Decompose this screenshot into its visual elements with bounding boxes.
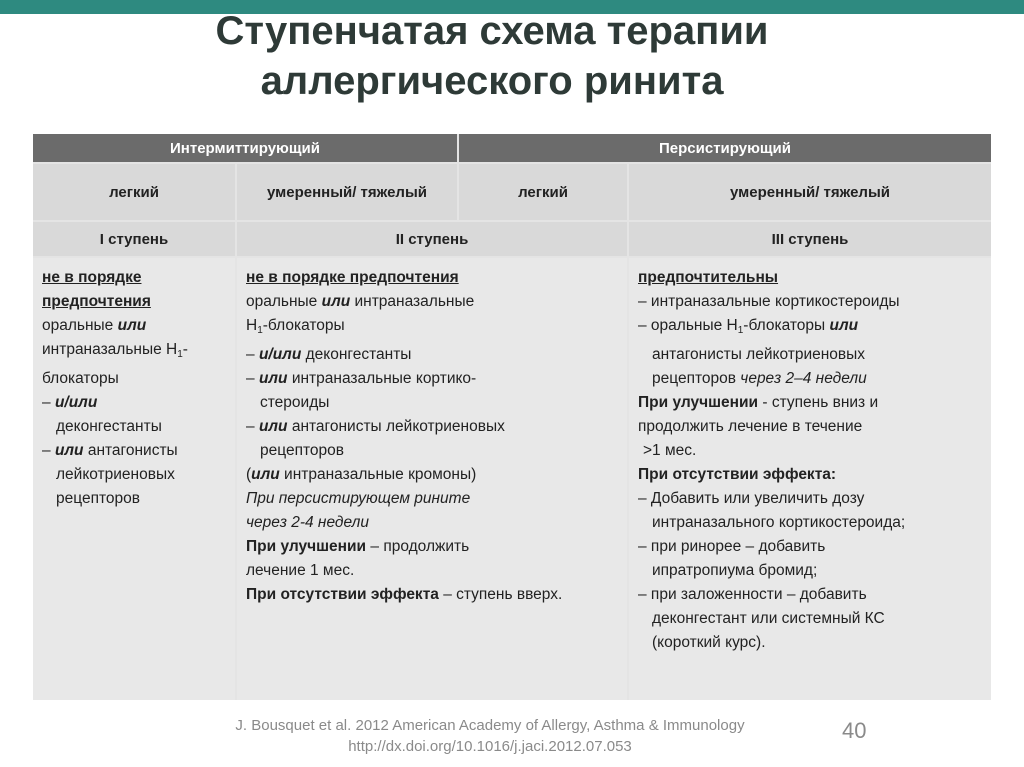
c1-text: рецепторов <box>56 490 140 507</box>
step-1-content <box>33 258 235 700</box>
c2-dash: – <box>246 370 259 387</box>
severity-intermittent-severe: умеренный/ тяжелый <box>237 164 457 220</box>
c2-text: – продолжить <box>366 538 470 555</box>
c2-text: рецепторов <box>260 442 344 459</box>
c3-heading: предпочтительны <box>638 269 779 286</box>
c2-or: или <box>258 418 288 435</box>
c3-text: антагонисты лейкотриеновых <box>652 346 866 363</box>
step-2-content <box>237 258 627 700</box>
c3-text: (короткий курс). <box>652 634 766 651</box>
c2-no-effect-label: При отсутствии эффекта <box>246 586 439 603</box>
c2-dash: – <box>246 346 259 363</box>
c1-text: антагонисты <box>83 442 178 459</box>
c1-text: блокаторы <box>42 370 119 387</box>
citation-doi[interactable]: http://dx.doi.org/10.1016/j.jaci.2012.07.053 <box>348 738 632 755</box>
c2-and-or: и/или <box>258 346 302 363</box>
c3-text: – при ринорее – добавить <box>638 538 826 555</box>
c3-improvement-label: При улучшении <box>638 394 759 411</box>
c2-text: интраназальные кромоны) <box>279 466 477 483</box>
c3-text: -блокаторы <box>743 317 830 334</box>
c1-subscript: 1 <box>177 349 183 360</box>
c2-text: Н <box>246 317 258 334</box>
slide-title <box>0 6 1024 106</box>
c1-and-or: и/или <box>54 394 98 411</box>
severity-persistent-severe: умеренный/ тяжелый <box>629 164 991 220</box>
c2-text: антагонисты лейкотриеновых <box>287 418 505 435</box>
c1-dash: – <box>42 394 55 411</box>
c2-or: или <box>321 293 351 310</box>
step-1: I ступень <box>33 222 235 256</box>
c3-text: – при заложенности – добавить <box>638 586 867 603</box>
c3-text: >1 мес. <box>643 442 697 459</box>
c2-improvement-label: При улучшении <box>246 538 367 555</box>
c2-heading: не в порядке предпочтения <box>246 269 459 286</box>
c3-text: интраназального кортикостероида; <box>652 514 906 531</box>
c1-or: или <box>117 317 147 334</box>
citation-footer <box>180 715 800 757</box>
c1-text: интраназальные Н <box>42 341 178 358</box>
c3-or: или <box>829 317 859 334</box>
header-persistent: Персистирующий <box>459 134 991 162</box>
c3-text: ипратропиума бромид; <box>652 562 818 579</box>
c1-text: - <box>182 341 188 358</box>
title-line-2: аллергического ринита <box>260 59 724 103</box>
header-intermittent: Интермиттирующий <box>33 134 457 162</box>
c3-text: продолжить лечение в течение <box>638 418 863 435</box>
c3-text: - ступень вниз и <box>758 394 879 411</box>
c3-note: через 2–4 недели <box>740 370 867 387</box>
c3-subscript: 1 <box>737 325 744 336</box>
c2-text: оральные <box>246 293 322 310</box>
c1-or: или <box>54 442 84 459</box>
c3-no-effect-label: При отсутствии эффекта: <box>638 466 837 483</box>
severity-persistent-mild: легкий <box>459 164 627 220</box>
c1-text: деконгестанты <box>56 418 162 435</box>
c2-or: или <box>258 370 288 387</box>
therapy-table <box>33 134 991 700</box>
c1-text: лейкотриеновых <box>56 466 175 483</box>
c3-text: – Добавить или увеличить дозу <box>638 490 865 507</box>
step-2: II ступень <box>237 222 627 256</box>
c2-note: через 2-4 недели <box>246 514 369 531</box>
c2-text: лечение 1 мес. <box>246 562 355 579</box>
page-number: 40 <box>842 718 867 743</box>
c2-text: -блокаторы <box>262 317 345 334</box>
c3-text: деконгестант или системный КС <box>652 610 885 627</box>
title-line-1: Ступенчатая схема терапии <box>215 9 769 53</box>
citation-text: J. Bousquet et al. 2012 American Academy of Allergy, Asthma & Immunology <box>235 717 745 734</box>
c2-text: – ступень вверх. <box>438 586 563 603</box>
c2-text: ( <box>246 466 252 483</box>
step-3-content <box>629 258 991 700</box>
c2-text: стероиды <box>260 394 330 411</box>
step-3: III ступень <box>629 222 991 256</box>
c1-heading-2: предпочтения <box>42 293 151 310</box>
c1-heading-1: не в порядке <box>42 269 142 286</box>
c2-or: или <box>251 466 280 483</box>
c3-text: – интраназальные кортикостероиды <box>638 293 900 310</box>
c1-dash: – <box>42 442 55 459</box>
c2-text: деконгестанты <box>301 346 412 363</box>
c2-note: При персистирующем рините <box>246 490 471 507</box>
c3-text: рецепторов <box>652 370 741 387</box>
c3-text: – оральные Н <box>638 317 738 334</box>
severity-intermittent-mild: легкий <box>33 164 235 220</box>
c2-text: интраназальные <box>350 293 475 310</box>
c2-dash: – <box>246 418 259 435</box>
c2-text: интраназальные кортико- <box>287 370 477 387</box>
c2-subscript: 1 <box>257 325 263 336</box>
c1-text: оральные <box>42 317 118 334</box>
